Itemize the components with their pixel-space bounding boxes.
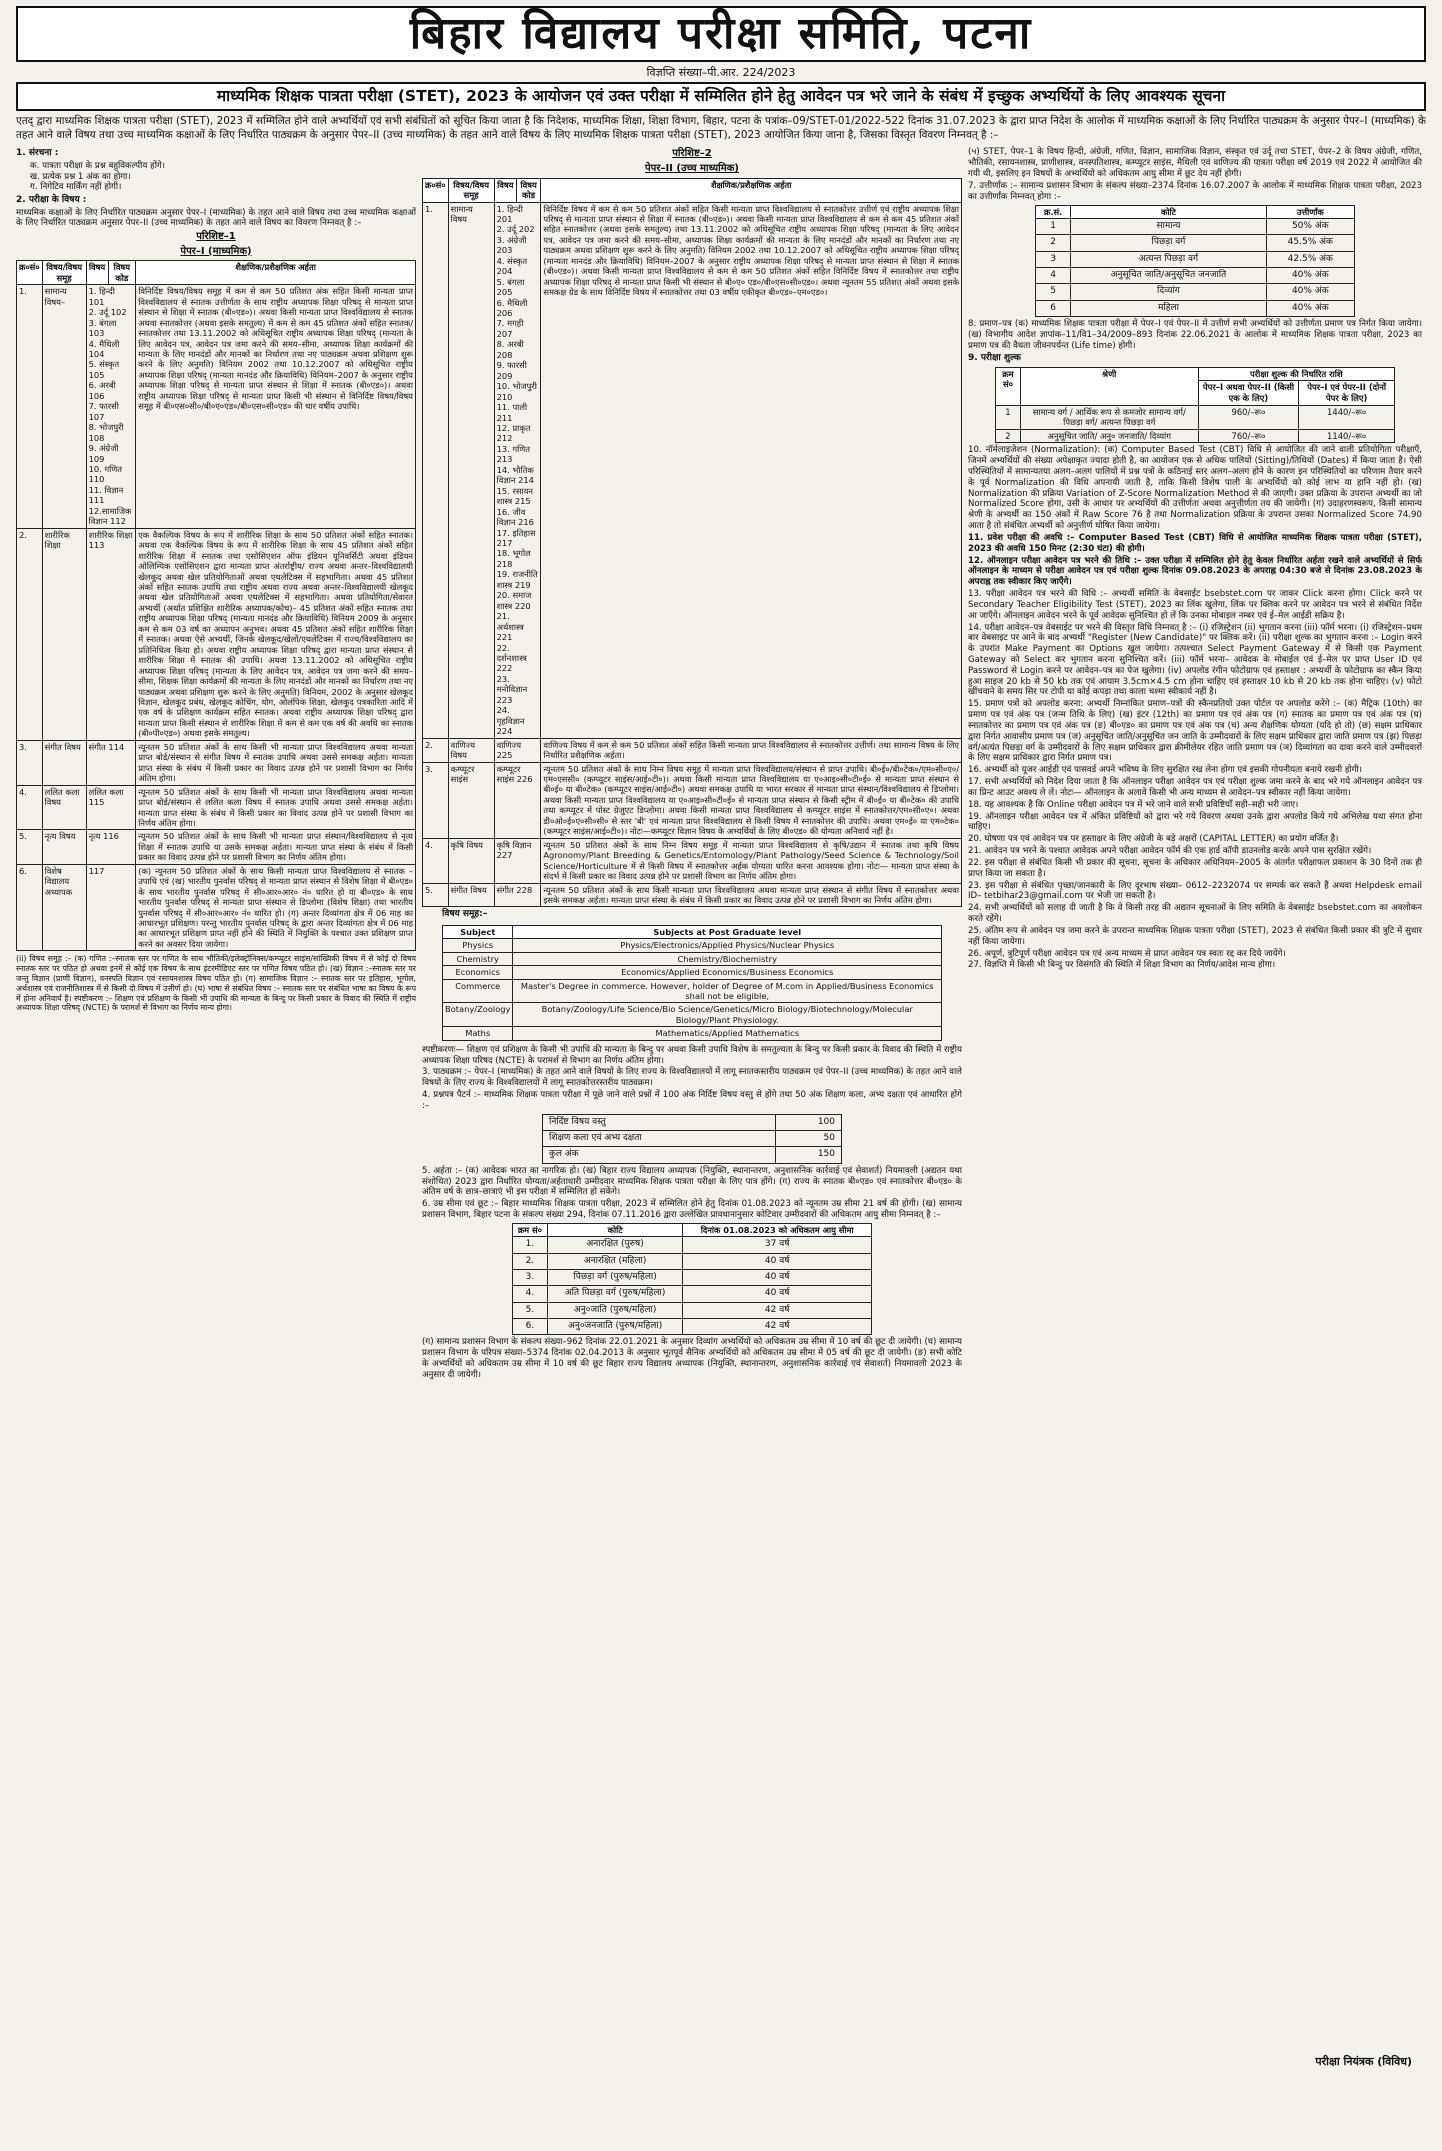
column-left [16, 146, 416, 2076]
row-number: 5. [423, 883, 449, 907]
fee-cell: 1440/–रू० [1299, 405, 1395, 429]
section-22: 22. इस परीक्षा से संबंधित किसी भी प्रकार की सूचना, सूचना के अधिकार अधिनियम–2005 के अंतर्गत परीक्षाफल प्रकाशन के 30 दिनों तक ही प्राप्त किया जा सकता है। [968, 857, 1422, 879]
age-cell: 6. [513, 1319, 548, 1335]
table-header: शैक्षणिक/प्रशैक्षणिक अर्हता [136, 261, 416, 285]
paper-2-table [422, 178, 962, 908]
pass-header: क्र.सं. [1036, 205, 1071, 218]
age-cell: अनु०जनजाति (पुरुष/महिला) [547, 1319, 683, 1335]
pass-header: कोटि [1071, 205, 1266, 218]
pattern-cell: 100 [775, 1114, 841, 1130]
row-qualification: एक वैकल्पिक विषय के रूप में शारीरिक शिक्षा के साथ 50 प्रतिशत अंकों सहित स्नातक। अथवा एक वैकल्पिक विषय के रूप में शारीरिक शिक्षा के साथ 45 प्रतिशत अंकों सहित शारीरिक शिक्षा में स्नातक तथा एसोसिएशन ऑफ इंडियन यूनिवर्सिटी अथवा इंडियन ओलिम्पिक एसोसिएशन द्वारा मान्यता प्राप्त अंतर्राष्ट्रीय/ राज्य अथवा अन्तर–विश्वविद्यालयी खेलकूद अथवा खेल प्रतियोगिताओं अथवा एथलेटिक्स में सहभागिता। अथवा 45 प्रतिशत अंकों सहित स्नातक उपाधि तथा राष्ट्रीय अथवा राज्य अथवा अन्तर–विश्वविद्यालयी खेलकूद अथवा खेल प्रतियोगिताओं अथवा एथलेटिक्स में सहभागिता। अथवा प्रतियोगिता/सेवारत अभ्यर्थी (अर्थात प्रशिक्षित शारीरिक अध्यापक/कोच)– 45 प्रतिशत अंकों सहित स्नातक तथा राष्ट्रीय अध्यापक शिक्षा परिषद् (मान्यता मानदंड और क्रियाविधि) विनियम 2009 के अनुसार कम से कम 03 वर्ष का अध्यापन अनुभव। अथवा 45 प्रतिशत अंकों सहित शारीरिक शिक्षा में स्नातक। अथवा ऐसे अभ्यर्थी, जिनके खेलकूद/खेलों/एथलेटिक्स में राज्य/विश्वविद्यालय का प्रतिनिधित्व किया हो। अथवा राष्ट्रीय अध्यापक शिक्षा परिषद् द्वारा मान्यता प्राप्त संस्थान से शारीरिक शिक्षा में स्नातक की उपाधि। अथवा 13.11.2002 को अधिसूचित राष्ट्रीय अध्यापक शिक्षा परिषद् (मान्यता के लिए आवेदन पत्र, आवेदन पत्र जमा करने की समय–सीमा, शिक्षक शिक्षा कार्यक्रमों की मान्यता के लिए मानदंडों और मानकों का निर्धारण तथा नए पाठ्यक्रम अथवा प्रशिक्षण शुरू करने के लिए अनुमति) विनियम, 2002 के अनुसार खेलकूद विज्ञान, खेलकूद प्रबंध, खेलकूद कोचिंग, योग, ओलंपिक शिक्षा, खेलकूद पत्रकारिता आदि में एक वर्ष के प्रशिक्षण कार्यक्रम सहित स्नातक। अथवा राष्ट्रीय अध्यापक शिक्षा परिषद् द्वारा मान्यता प्राप्त किसी संस्थान से शारीरिक शिक्षा में कम से कम एक वर्ष की अवधि का स्नातक (बी०पी०एड०) अथवा इसके समतुल्य। [136, 528, 416, 740]
row-number: 4. [17, 785, 43, 830]
age-cell: 40 वर्ष [683, 1270, 872, 1286]
table-header: शैक्षणिक/प्रशैक्षणिक अर्हता [541, 178, 962, 202]
row-subjects: कम्प्यूटर साइंस 226 [494, 762, 541, 838]
subject-cell: Maths [443, 1027, 513, 1040]
section-exam-duration: 11. प्रवेश परीक्षा की अवधि :– Computer Based Test (CBT) विधि से आयोजित माध्यमिक शिक्षक पात्रता परीक्षा (STET), 2023 की अवधि 150 मिनट (2:30 घंटा) की होगी। [968, 532, 1422, 554]
row-subjects: संगीत 228 [494, 883, 541, 907]
pass-row [1036, 219, 1355, 235]
table-row [17, 785, 416, 830]
signature: परीक्षा नियंत्रक (विविध) [1315, 2054, 1412, 2068]
row-number: 1. [423, 202, 449, 738]
table-row [423, 762, 962, 838]
section-eligibility: 5. अर्हता :– (क) आवेदक भारत का नागरिक हो। (ख) बिहार राज्य विद्यालय अध्यापक (नियुक्ति, स्थानान्तरण, अनुशासनिक कार्रवाई एवं सेवाशर्त) नियमावली (अद्यतन यथा संशोधित) 2023 द्वारा निर्धारित योग्यता/अर्हताधारी उम्मीदवार माध्यमिक शिक्षक पात्रता परीक्षा के लिए पात्र होंगे। (ग) राज्य के स्नातक बी०एड० एवं स्नातकोत्तर बी०एड० के अंतिम वर्ष के छात्र–छात्राएं भी इस परीक्षा में सम्मिलित हो सकेंगे। [422, 1165, 962, 1198]
age-cell: अति पिछड़ा वर्ग (पुरुष/महिला) [547, 1286, 683, 1302]
section-subjects-title: 2. परीक्षा के विषय : [16, 195, 87, 206]
row-group: कम्प्यूटर साइंस [448, 762, 494, 838]
subject-header: Subjects at Post Graduate level [513, 925, 942, 938]
age-cell: अनारक्षित (पुरुष) [547, 1237, 683, 1253]
fee-row [996, 429, 1395, 443]
table-row [17, 285, 416, 528]
fee-cell: 760/–रू० [1198, 429, 1299, 443]
age-relaxation-notes: (ग) सामान्य प्रशासन विभाग के संकल्प संख्या–962 दिनांक 22.01.2021 के अनुसार दिव्यांग अभ्यर्थियों को अधिकतम उम्र सीमा में 10 वर्ष की छूट दी जायेगी। (घ) सामान्य प्रशासन विभाग के परिपत्र संख्या–5374 दिनांक 02.04.2013 के अनुसार भूतपूर्व सैनिक अभ्यर्थियों को अधिकतम उम्र सीमा में 05 वर्ष की छूट दी जायेगी। (ङ) सभी कोटि के अभ्यर्थियों को अधिकतम उम्र सीमा में 10 वर्ष की छूट बिहार राज्य विद्यालय अध्यापक (नियुक्ति, स्थानान्तरण, अनुशासनिक कार्रवाई एवं सेवाशर्त) नियमावली 2023 के अनुसार दी जायेगी। [422, 1337, 962, 1380]
row-number: 3. [17, 740, 43, 785]
section-17: 17. सभी अभ्यर्थियों को निदेश दिया जाता है कि ऑनलाइन परीक्षा आवेदन पत्र एवं परीक्षा शुल्क जमा करने के बाद भरे गये ऑनलाइन आवेदन पत्र का प्रिन्ट आउट अवश्य ले लें। नोटः— ऑनलाइन के अलावे किसी भी अन्य माध्यम से आवेदन–पत्र स्वीकार नहीं किया जायेगा। [968, 777, 1422, 798]
section-application-steps: 14. परीक्षा आवेदन–पत्र वेबसाईट पर भरने की विस्तृत विधि निम्नवत् है :– (i) रजिस्ट्रेशन (ii) भुगतान करना (iii) फॉर्म भरना। (i) रजिस्ट्रेशन–प्रथम बार वेबसाइट पर आने के बाद अभ्यर्थी "Register (New Candidate)" पर क्लिक करें। (ii) परीक्षा शुल्क का भुगतान करना :– Login करने के उपरांत Make Payment का Options खुल जायेगा। तत्पश्चात Select Payment Gateway में से किसी एक Payment Gateway को Select कर भुगतान करना सुनिश्चित करें। (iii) फॉर्म भरना– आवेदक के मोबाईल एवं ई–मेल पर प्राप्त User ID एवं Password से Login करने पर आवेदन–पत्र का पेज खुलेगा। (iv) अपलोड रंगीन फोटोग्राफ एवं हस्ताक्षर : अभ्यर्थी के फोटोग्राफ का स्कैन किया हुआ साइज 20 kb से 50 kb तक एवं आयाम 3.5cm×4.5 cm होना चाहिए एवं हस्ताक्षर 10 kb से 20 kb तक होना चाहिए। (v) फोटो खींचवाने के समय सिर पर टोपी या कोई कपड़ा तथा काला चश्मा स्वीकार्य नहीं है। [968, 622, 1422, 698]
fee-cell: सामान्य वर्ग / आर्थिक रूप से कमजोर सामान्य वर्ग/ पिछड़ा वर्ग/ अत्यन्त पिछड़ा वर्ग [1020, 405, 1198, 429]
age-cell: 5. [513, 1302, 548, 1318]
row-number: 2. [17, 528, 43, 740]
age-cell: 42 वर्ष [683, 1319, 872, 1335]
subject-cell: Chemistry [443, 952, 513, 965]
pass-header: उत्तीर्णांक [1266, 205, 1354, 218]
age-cell: 37 वर्ष [683, 1237, 872, 1253]
row-subjects: ललित कला 115 [86, 785, 136, 830]
row-group: नृत्य विषय [42, 830, 86, 864]
fee-cell: अनुसूचित जाति/ अनु० जनजाति/ दिव्यांग [1020, 429, 1198, 443]
pass-cell: 40% अंक [1266, 284, 1354, 300]
section-18: 18. यह आवश्यक है कि Online परीक्षा आवेदन पत्र में भरे जाने वाले सभी प्रविष्टियाँ सही–सही भरी जाए। [968, 799, 1299, 810]
structure-item: क. पात्रता परीक्षा के प्रश्न बहुविकल्पीय होंगे। [30, 160, 166, 171]
age-limit-table [512, 1223, 872, 1335]
table-header: क्र०सं० [423, 178, 449, 202]
pattern-cell: 50 [775, 1131, 841, 1147]
age-row [513, 1319, 872, 1335]
section-25: 25. अंतिम रूप से आवेदन पत्र जमा करने के उपरान्त माध्यमिक शिक्षक पात्रता परीक्षा (STET), 2023 से संबंधित किसी प्रकार की त्रुटि में सुधार नहीं किया जायेगा। [968, 925, 1422, 947]
fee-cell: 960/–रू० [1198, 405, 1299, 429]
section-23-helpdesk: 23. इस परीक्षा से संबंधित पृच्छा/जानकारी के लिए दूरभाष संख्या– 0612–2232074 पर सम्पर्क कर सकते हैं अथवा Helpdesk email ID– tetbihar23@gmail.com पर भेजी जा सकती है। [968, 880, 1422, 902]
pass-cell: दिव्यांग [1071, 284, 1266, 300]
pass-cell: 42.5% अंक [1266, 251, 1354, 267]
age-cell: 2. [513, 1253, 548, 1269]
table-row [423, 202, 962, 738]
row-qualification: न्यूनतम 50 प्रतिशत अंकों के साथ किसी भी मान्यता प्राप्त संस्थान/विश्वविद्यालय से नृत्य शिक्षा में स्नातक उपाधि या उसके समकक्ष अर्हता। मान्यता प्राप्त संस्था के संबंध में किसी प्रकार का विवाद उत्पन्न होने पर प्रशासी विभाग का निर्णय अंतिम होगा। [136, 830, 416, 864]
section-24: 24. सभी अभ्यर्थियों को सलाह दी जाती है कि वे किसी तरह की अद्यतन सूचनाओं के लिए समिति के वेबसाईट bsebstet.com का अवलोकन करते रहेंगे। [968, 903, 1422, 925]
subject-cell: Physics [443, 939, 513, 952]
age-row [513, 1253, 872, 1269]
table-header: क्र०सं० [17, 261, 43, 285]
age-cell: 42 वर्ष [683, 1302, 872, 1318]
age-cell: अनु०जाति (पुरुष/महिला) [547, 1302, 683, 1318]
pattern-cell: कुल अंक [543, 1147, 776, 1163]
section-passing-marks: 7. उत्तीर्णांक :– सामान्य प्रशासन विभाग के संकल्प संख्या–2374 दिनांक 16.07.2007 के आलोक में माध्यमिक शिक्षक पात्रता परीक्षा, 2023 का उत्तीर्णांक निम्नवत् होगा :– [968, 180, 1422, 202]
section-document-upload: 15. प्रमाण पत्रों को अपलोड करना: अभ्यर्थी निम्नांकित प्रमाण–पत्रों की स्कैनप्रतियों उक्त पोर्टल पर अपलोड करेंगे :– (क) मैट्रिक (10th) का प्रमाण पत्र एवं अंक पत्र (जन्म तिथि के लिए) (ख) इंटर (12th) का प्रमाण पत्र एवं अंक पत्र (ग) स्नातक का प्रमाण पत्र एवं अंक पत्र (घ) स्नातकोत्तर का प्रमाण पत्र एवं अंक पत्र (ङ) बी०एड० का प्रमाण पत्र एवं अंक पत्र (च) अन्य शैक्षणिक योग्यता (यदि हो तो) (छ) सक्षम प्राधिकार द्वारा निर्गत आवासीय प्रमाण पत्र (ज) अनुसूचित जाति/अनुसूचित जन जाति के उम्मीदवारों के लिए सक्षम प्राधिकार द्वारा जाति प्रमाण पत्र (झ) पिछड़ा वर्ग/अत्यंत पिछड़ा वर्ग के उम्मीदवारों के लिए सक्षम प्राधिकार द्वारा क्रीमीलेयर रहित जाति प्रमाण पत्र (ञ) दिव्यांगता का दावा करने वाले उम्मीदवारों के लिए सक्षम प्राधिकार द्वारा निर्गत प्रमाण पत्र। [968, 699, 1422, 764]
section-20: 20. घोषणा पत्र एवं आवेदन पत्र पर हस्ताक्षर के लिए अंग्रेजी के बड़े अक्षरों (CAPITAL LETTER) का प्रयोग वर्जित है। [968, 834, 1339, 845]
row-group: सामान्य विषय– [42, 285, 86, 528]
row-subjects: 117 [86, 864, 136, 951]
paper-2-header-row [423, 178, 962, 202]
age-row [513, 1286, 872, 1302]
table-header: विषय [494, 178, 516, 202]
subject-cell: Mathematics/Applied Mathematics [513, 1027, 942, 1040]
row-number: 6. [17, 864, 43, 951]
table-row [17, 830, 416, 864]
row-qualification: विनिर्दिष्ट विषय में कम से कम 50 प्रतिशत अंकों सहित किसी मान्यता प्राप्त विश्वविद्यालय से स्नातकोत्तर उत्तीर्ण एवं राष्ट्रीय अध्यापक शिक्षा परिषद् से मान्यता प्राप्त संस्थान से शिक्षा में स्नातक (बी०एड०)। अथवा किसी मान्यता प्राप्त विश्वविद्यालय से कम से कम 45 प्रतिशत अंकों सहित स्नातकोत्तर (अथवा इसके समतुल्य) तथा 13.11.2002 को अधिसूचित राष्ट्रीय अध्यापक शिक्षा परिषद् (मान्यता के लिए आवेदन पत्र, आवेदन पत्र जमा करने की समय–सीमा, अध्यापक शिक्षा कार्यक्रमों की मान्यता के लिए मानदंडों और मानकों का निर्धारण तथा नए पाठ्यक्रम अथवा प्रशिक्षण शुरू करने के लिए अनुमति) विनियम 2002 तथा 10.12.2007 को अधिसूचित राष्ट्रीय अध्यापक शिक्षा परिषद् (मान्यता मानदंड और क्रियाविधि) विनियम–2007 के अनुसार राष्ट्रीय अध्यापक शिक्षा परिषद् से मान्यता प्राप्त संस्थान से शिक्षा में स्नातक (बी०एड०)। अथवा किसी मान्यता प्राप्त विश्वविद्यालय से कम से कम 50 प्रतिशत अंकों सहित विनिर्दिष्ट विषय में स्नातकोत्तर तथा राष्ट्रीय अध्यापक शिक्षा परिषद् से मान्यता प्राप्त किसी भी संस्थान से बी०ए० एड०/बी०एस०सी०एड०। अथवा न्यूनतम 55 प्रतिशत अंकों अथवा इसके समकक्ष ग्रेड के साथ विनिर्दिष्ट विषय में स्नातकोत्तर तथा 03 वर्षीय एकीकृत बी०एड०–एम०एड०। [541, 202, 962, 738]
subject-cell: Chemistry/Biochemistry [513, 952, 942, 965]
table-header: विषय [86, 261, 108, 285]
pass-cell: 45.5% अंक [1266, 235, 1354, 251]
age-exemption-note: (ч) STET, पेपर–1 के विषय हिन्दी, अंग्रेजी, गणित, विज्ञान, सामाजिक विज्ञान, संस्कृत एवं उर्दू तथा STET, पेपर–2 के विषय अंग्रेजी, गणित, भौतिकी, रसायनशास्त्र, प्राणीशास्त्र, वनस्पतिशास्त्र, कम्प्यूटर साइंस, मैथिली एवं वाणिज्य की पात्रता परीक्षा वर्ष 2019 एवं 2022 में आयोजित की गयी थी, इसलिए इन विषयों के अभ्यर्थियों को अधिकतम आयु सीमा में छूट देय नहीं होगी। [968, 147, 1422, 180]
row-subjects: शारीरिक शिक्षा 113 [86, 528, 136, 740]
subject-row [443, 1003, 942, 1027]
section-syllabus: 3. पाठ्यक्रम :– पेपर–I (माध्यमिक) के तहत आने वाले विषयों के लिए राज्य के विश्वविद्यालयों में लागू स्नातकस्तरीय पाठ्यक्रम एवं पेपर–II (उच्च माध्यमिक) के तहत आने वाले विषयों के लिए राज्य के विश्वविद्यालयों में लागू स्नातकोत्तरस्तरीय पाठ्यक्रम। [422, 1067, 962, 1089]
age-cell: अनारक्षित (महिला) [547, 1253, 683, 1269]
table-row [423, 883, 962, 907]
age-cell: 3. [513, 1270, 548, 1286]
subject-cell: Master's Degree in commerce. However, holder of Degree of M.com in Applied/Business Economics shall not be eligible, [513, 979, 942, 1003]
pass-row [1036, 300, 1355, 316]
pass-cell: 4 [1036, 267, 1071, 283]
clarification-note: स्पष्टीकरणः— शिक्षण एवं प्रशिक्षण के किसी भी उपाधि की मान्यता के बिन्दु पर अथवा किसी उपाधि विशेष के समतुल्यता के बिन्दु पर किसी प्रकार के विवाद की स्थिति में राष्ट्रीय अध्यापक शिक्षा परिषद (NCTE) के परामर्श से विभाग का निर्णय अंतिम होगा। [422, 1044, 962, 1066]
row-subjects: वाणिज्य 225 [494, 738, 541, 762]
table-header: विषय/विषय समूह [42, 261, 86, 285]
pass-cell: 1 [1036, 219, 1071, 235]
row-qualification: न्यूनतम 50 प्रतिशत अंकों के साथ निम्न विषय समूह में मान्यता प्राप्त विश्वविद्यालय/संस्थान से प्राप्त उपाधि। बी०ई०/बी०टेक०/एम०सी०ए०/एम०एससी० (कम्प्यूटर साइंस/आई०टी०)। अथवा किसी मान्यता प्राप्त विश्वविद्यालय या ए०आइ०सी०टी०ई० से मान्यता प्राप्त संस्थान से बी०ई० या बी०टेक० (कम्प्यूटर साइंस/आई०टी०) अथवा समकक्ष उपाधि या भारत सरकार से मान्यता प्राप्त संस्थान/विश्वविद्यालय से डिप्लोमा। अथवा किसी मान्यता प्राप्त विश्वविद्यालय या ए०आइ०सी०टी०ई० से मान्यता प्राप्त संस्थान से किसी स्ट्रीम में बी०ई० या बी०टेक० की उपाधि तथा कम्प्यूटर में पोस्ट ग्रेजुएट डिप्लोमा। अथवा किसी मान्यता प्राप्त विश्वविद्यालय से कम्प्यूटर साइंस में स्नातकोत्तर/एम०सी०ए०। अथवा डी०ओ०ई०ए०सी०सी० से स्तर 'बी' एवं मान्यता प्राप्त विश्वविद्यालय से किसी विषय में स्नातकोत्तर की उपाधि। अथवा एम०ई० या एम०टेक० (कम्प्यूटर साइंस/आई०टी०)। नोटः—कम्प्यूटर विज्ञान विषय के अभ्यर्थियों के लिए बी०एड० की योग्यता अनिवार्य नहीं है। [541, 762, 962, 838]
table-header: विषय कोड [516, 178, 540, 202]
row-group: ललित कला विषय [42, 785, 86, 830]
pass-cell: 6 [1036, 300, 1071, 316]
pass-cell: अत्यन्त पिछड़ा वर्ग [1071, 251, 1266, 267]
row-subjects: 1. हिन्दी 101 2. उर्दू 102 3. बंगला 103 4. मैथिली 104 5. संस्कृत 105 6. अरबी 106 7. फारसी 107 8. भोजपुरी 108 9. अंग्रेजी 109 10. गणित 110 11. विज्ञान 111 12.सामाजिक विज्ञान 112 [86, 285, 136, 528]
row-subjects: कृषि विज्ञान 227 [494, 838, 541, 883]
age-header: क्रम सं० [513, 1223, 548, 1236]
table-row [17, 740, 416, 785]
row-number: 2. [423, 738, 449, 762]
subject-row [443, 952, 942, 965]
appendix-2-subtitle: पेपर–II (उच्च माध्यमिक) [645, 163, 739, 174]
column-right [968, 146, 1422, 2076]
pass-cell: 50% अंक [1266, 219, 1354, 235]
fee-table: क्रम सं० श्रेणी परीक्षा शुल्क की निर्धारित राशि पेपर–I अथवा पेपर–II (किसी एक के लिए) पेपर–I एवं पेपर–II (दोनों पेपर के लिए) 1 सामान्य वर्ग / आर्थिक रूप से कमजोर सामान्य वर्ग/ पिछड़ा वर्ग/ अत्यन्त पिछड़ा वर्ग 960/–रू० 1440/–रू० 2 अनुसूचित जाति/ अनु० जनजाति/ दिव्यांग 760/–रू० 1140/–रू० [995, 367, 1395, 443]
pass-cell: 2 [1036, 235, 1071, 251]
section-21: 21. आवेदन पत्र भरने के पश्चात आवेदक अपने परीक्षा आवेदन फॉर्म की एक हार्ड कॉपी डाउनलोड करके अपने पास सुरक्षित रखेंगे। [968, 846, 1372, 857]
row-number: 4. [423, 838, 449, 883]
row-subjects: 1. हिन्दी 201 2. उर्दू 202 3. अंग्रेजी 203 4. संस्कृत 204 5. बंगला 205 6. मैथिली 206 7. मगही 207 8. अरबी 208 9. फारसी 209 10. भोजपुरी 210 11. पाली 211 12. प्राकृत 212 13. गणित 213 14. भौतिक विज्ञान 214 15. रसायन शास्त्र 215 16. जीव विज्ञान 216 17. इतिहास 217 18. भूगोल 218 19. राजनीति शास्त्र 219 20. समाज शास्त्र 220 21. अर्थशास्त्र 221 22. दर्शनशास्त्र 222 23. मनोविज्ञान 223 24. गृहविज्ञान 224 [494, 202, 541, 738]
subject-header: Subject [443, 925, 513, 938]
table-header: विषय कोड [108, 261, 136, 285]
row-group: कृषि विषय [448, 838, 494, 883]
notice-banner: माध्यमिक शिक्षक पात्रता परीक्षा (STET), 2023 के आयोजन एवं उक्त परीक्षा में सम्मिलित होने हेतु आवेदन पत्र भरे जाने के संबंध में इच्छुक अभ्यर्थियों के लिए आवश्यक सूचना [16, 82, 1426, 112]
column-middle [422, 146, 962, 2076]
row-number: 1. [17, 285, 43, 528]
pass-cell: अनुसूचित जाति/अनुसूचित जनजाति [1071, 267, 1266, 283]
row-group: विशेष विद्यालय अध्यापक [42, 864, 86, 951]
row-qualification: न्यूनतम 50 प्रतिशत अंकों के साथ किसी भी मान्यता प्राप्त विश्वविद्यालय अथवा मान्यता प्राप्त बोर्ड/संस्थान से संगीत विषय में स्नातक उपाधि अथवा उससे समकक्ष अर्हता। मान्यता प्राप्त संस्था के संबंध में किसी प्रकार का विवाद उत्पन्न होने पर प्रशासी विभाग का निर्णय अंतिम होगा। [136, 740, 416, 785]
table-row [423, 838, 962, 883]
row-subjects: नृत्य 116 [86, 830, 136, 864]
content-columns [16, 146, 1426, 2076]
section-application-dates: 12. ऑनलाइन परीक्षा आवेदन पत्र भरने की तिथि :– उक्त परीक्षा में सम्मिलित होने हेतु केवल निर्धारित अर्हता रखने वाले अभ्यर्थियों से सिर्फ ऑनलाइन के माध्यम से परीक्षा आवेदन पत्र एवं परीक्षा शुल्क दिनांक 09.08.2023 के अपराह्न 04:30 बजे से दिनांक 23.08.2023 के अपराह्न तक स्वीकार किए जाएँगे। [968, 555, 1422, 588]
age-cell: 1. [513, 1237, 548, 1253]
pass-cell: 5 [1036, 284, 1071, 300]
age-row [513, 1237, 872, 1253]
table-row [423, 738, 962, 762]
masthead [16, 6, 1426, 62]
row-qualification: (क) न्यूनतम 50 प्रतिशत अंकों के साथ किसी मान्यता प्राप्त विश्वविद्यालय से स्नातक – उपाधि एवं (ख) भारतीय पुनर्वास परिषद् से मान्यता प्राप्त संस्थान से विशेष शिक्षा में बी०एड० के साथ भारतीय पुनर्वास परिषद् में सी०आर०आर० नं० धारित हो या बी०एड० के साथ भारतीय पुनर्वास परिषद् से मान्यता प्राप्त संस्थान से डिप्लोमा (विशेष शिक्षा) तथा भारतीय पुनर्वास परिषद् में सी०आर०आर० नं० धारित हो। (ग) अन्तर दिव्यांगता क्षेत्र में 06 माह का आधारभूत प्रशिक्षण। परन्तु भारतीय पुनर्वास परिषद् के द्वारा अन्तर दिव्यांगता क्षेत्र में 06 माह का आधारभूत प्रशिक्षण प्राप्त नहीं होने की स्थिति में नियुक्ति के पश्चात उक्त प्रशिक्षण प्राप्त करने का अवसर दिया जायेगा। [136, 864, 416, 951]
appendix-1-subtitle: पेपर–I (माध्यमिक) [180, 245, 252, 257]
pass-row [1036, 267, 1355, 283]
table-row [17, 864, 416, 951]
pass-cell: 3 [1036, 251, 1071, 267]
row-number: 5. [17, 830, 43, 864]
row-group: वाणिज्य विषय [448, 738, 494, 762]
row-group: सामान्य विषय [448, 202, 494, 738]
row-qualification: न्यूनतम 50 प्रतिशत अंकों के साथ किसी मान्यता प्राप्त विश्वविद्यालय अथवा मान्यता प्राप्त संस्थान से संगीत विषय में स्नातकोत्तर अथवा इसके समकक्ष अर्हता। मान्यता प्राप्त संस्था के संबंध में किसी प्रकार का विवाद उत्पन्न होने पर प्रशासी विभाग का निर्णय अंतिम होगा। [541, 883, 962, 907]
structure-list [16, 161, 416, 193]
paper-1-table [16, 260, 416, 951]
pass-row [1036, 251, 1355, 267]
structure-item: ग. निगेटिव मार्किंग नहीं होगी। [30, 182, 122, 193]
pass-cell: पिछड़ा वर्ग [1071, 235, 1266, 251]
pattern-cell: निर्दिष्ट विषय वस्तु [543, 1114, 776, 1130]
age-cell: 40 वर्ष [683, 1253, 872, 1269]
section-26: 26. अपूर्ण, त्रुटिपूर्ण परीक्षा आवेदन पत्र एवं अन्य माध्यम से प्राप्त आवेदन पत्र स्वतः रद्द कर दिये जायेंगे। [968, 948, 1286, 959]
appendix-2-title: परिशिष्ट–2 [672, 148, 712, 160]
pass-row [1036, 284, 1355, 300]
pass-cell: महिला [1071, 300, 1266, 316]
section-subjects-text: माध्यमिक कक्षाओं के लिए निर्धारित पाठ्यक्रम अनुसार पेपर–I (माध्यमिक) के तहत आने वाले विषय तथा उच्च माध्यमिक कक्षाओं के लिए निर्धारित पाठ्यक्रम अनुसार पेपर–II (उच्च माध्यमिक) के तहत आने वाले विषय का विवरण निम्नवत् है :– [16, 207, 416, 229]
fee-cell: 1140/–रू० [1299, 429, 1395, 443]
pattern-row [543, 1131, 842, 1147]
pass-row [1036, 235, 1355, 251]
intro-paragraph: एतद् द्वारा माध्यमिक शिक्षक पात्रता परीक्षा (STET), 2023 में सम्मिलित होने वाले अभ्यर्थियों एवं सभी संबंधितों को सूचित किया जाता है कि निदेशक, माध्यमिक शिक्षा, शिक्षा विभाग, बिहार, पटना के पत्रांक–09/STET-01/2022-522 दिनांक 31.07.2023 के द्वारा प्राप्त निदेश के आलोक में माध्यमिक कक्षाओं के लिए निर्धारित पाठ्यक्रम के अनुसार पेपर–I (माध्यमिक) के तहत आने वाले विषय तथा उच्च माध्यमिक कक्षाओं के लिए निर्धारित पाठ्यक्रम के अनुसार पेपर–II (उच्च माध्यमिक) के तहत आने वाले विषय के लिए माध्यमिक शिक्षक पात्रता परीक्षा (STET), 2023 आयोजित किया जाना है, जिसका विस्तृत विवरण निम्नवत् है :– [16, 115, 1426, 141]
subject-cell: Economics [443, 966, 513, 979]
subject-row [443, 939, 942, 952]
section-structure-title: 1. संरचना : [16, 148, 59, 159]
notice-number: विज्ञप्ति संख्या–पी.आर. 224/2023 [646, 66, 796, 79]
pg-subject-table [442, 925, 942, 1041]
subject-row [443, 1027, 942, 1040]
section-certificate: 8. प्रमाण–पत्र (क) माध्यमिक शिक्षक पात्रता परीक्षा में पेपर–I एवं पेपर–II में उत्तीर्ण सभी अभ्यर्थियों को उत्तीर्णता प्रमाण पत्र निर्गत किया जायेगा। (ख) विभागीय आदेश ज्ञापांक–11/वि1–34/2009–893 दिनांक 22.06.2021 के आलोक में माध्यमिक शिक्षक पात्रता परीक्षा, 2023 का प्रमाण पत्र की वैधता जीवनपर्यन्त (Life time) होगी। [968, 318, 1422, 351]
paper-1-header-row [17, 261, 416, 285]
age-cell: 4. [513, 1286, 548, 1302]
age-cell: पिछड़ा वर्ग (पुरुष/महिला) [547, 1270, 683, 1286]
row-subjects: संगीत 114 [86, 740, 136, 785]
section-question-pattern: 4. प्रश्नपत्र पैटर्न :– माध्यमिक शिक्षक पात्रता परीक्षा में पूछे जाने वाले प्रश्नों में 100 अंक निर्दिष्ट विषय वस्तु से होंगे तथा 50 अंक शिक्षण कला, अभ्य दक्षता एवं आधारित होंगे :– [422, 1090, 962, 1111]
section-fee-title: 9. परीक्षा शुल्क [968, 353, 1021, 364]
subject-group-label: विषय समूह:– [442, 909, 488, 920]
subject-cell: Economics/Applied Economics/Business Economics [513, 966, 942, 979]
appendix-1-title: परिशिष्ट–1 [196, 231, 236, 243]
row-group: शारीरिक शिक्षा [42, 528, 86, 740]
section-27: 27. विज्ञप्ति में किसी भी बिन्दु पर विसंगति की स्थिति में शिक्षा विभाग का निर्णय/आदेश मान्य होगा। [968, 960, 1276, 971]
subject-group-note: (ii) विषय समूह :– (क) गणित :–स्नातक स्तर पर गणित के साथ भौतिकी/इलेक्ट्रॉनिक्स/कम्प्यूटर साइंस/सांख्यिकी विषय में से कोई दो विषय स्नातक स्तर पर पठित हो अथवा इनमें से कोई एक विषय के साथ इंटरमीडिएट स्तर पर गणित विषय पठित हो। (ख) विज्ञान :–स्नातक स्तर पर जन्तु विज्ञान (प्राणी विज्ञान), वनस्पति विज्ञान एवं रसायनशास्त्र विषय पठित हो। (ग) सामाजिक विज्ञान :– स्नातक स्तर पर इतिहास, भूगोल, अर्थशास्त्र एवं राजनीतिशास्त्र में से किसी दो विषय में उत्तीर्ण हो। (घ) भाषा से संबंधित विषय :– स्नातक स्तर पर संबंधित भाषा का विषय के रूप में होना अनिवार्य है। स्पष्टीकरण :– शिक्षण एवं प्रशिक्षण के किसी भी उपाधि की मान्यता के बिन्दु पर किसी प्रकार के विवाद की स्थिति में राष्ट्रीय अध्यापक शिक्षा परिषद् (NCTE) के परामर्श से विभाग का निर्णय मान्य होगा। [16, 954, 416, 1013]
subject-row [443, 979, 942, 1003]
fee-cell: 2 [996, 429, 1021, 443]
age-header: दिनांक 01.08.2023 को अधिकतम आयु सीमा [683, 1223, 872, 1236]
pass-cell: 40% अंक [1266, 267, 1354, 283]
pattern-row [543, 1114, 842, 1130]
section-application-method: 13. परीक्षा आवेदन पत्र भरने की विधि :– अभ्यर्थी समिति के वेबसाईट bsebstet.com पर जाकर Click करना होगा। Click करने पर Secondary Teacher Eligibility Test (STET), 2023 का लिंक खुलेगा, लिंक पर क्लिक करने पर आवेदन पत्र भरने से संबंधित निर्देश आ जाएँगे। ऑनलाइन आवेदन भरने के पूर्व आवेदक सुनिश्चित हो लें कि उनका मोबाइल नम्बर एवं ई–मेल आईडी सक्रिय है। [968, 589, 1422, 621]
row-qualification: वाणिज्य विषय में कम से कम 50 प्रतिशत अंकों सहित किसी मान्यता प्राप्त विश्वविद्यालय से स्नातकोत्तर उत्तीर्ण। तथा सामान्य विषय के लिए निर्धारित प्रशैक्षणिक अर्हता। [541, 738, 962, 762]
section-age-limit: 6. उम्र सीमा एवं छूट :– बिहार माध्यमिक शिक्षक पात्रता परीक्षा, 2023 में सम्मिलित होने हेतु दिनांक 01.08.2023 को न्यूनतम उम्र सीमा 21 वर्ष की होगी। (ख) सामान्य प्रशासन विभाग, बिहार पटना के संकल्प संख्या 294, दिनांक 07.11.2016 द्वारा उल्लेखित प्रावधानानुसार कोटिवार उम्मीदवारों की अधिकतम आयु सीमा निम्नवत् है :– [422, 1199, 962, 1221]
row-qualification: न्यूनतम 50 प्रतिशत अंकों के साथ निम्न विषय समूह में मान्यता प्राप्त विश्वविद्यालय से कृषि/उद्यान में स्नातक तथा कृषि विषय Agronomy/Plant Breeding & Genetics/Entomology/Plant Pathology/Seed Science & Technology/Soil Science/Horticulture में से किसी विषय में स्नातकोत्तर अर्हक योग्यता धारित करना आवश्यक होगा। नोटः— मान्यता प्राप्त संस्था के संदर्भ में किसी प्रकार का विवाद उत्पन्न होने पर प्रशासी विभाग का निर्णय अंतिम होगा। [541, 838, 962, 883]
subject-row [443, 966, 942, 979]
subject-cell: Botany/Zoology [443, 1003, 513, 1027]
subject-cell: Commerce [443, 979, 513, 1003]
subject-cell: Physics/Electronics/Applied Physics/Nuclear Physics [513, 939, 942, 952]
pass-cell: 40% अंक [1266, 300, 1354, 316]
pattern-cell: 150 [775, 1147, 841, 1163]
age-row [513, 1302, 872, 1318]
row-qualification: न्यूनतम 50 प्रतिशत अंकों के साथ किसी भी मान्यता प्राप्त विश्वविद्यालय अथवा मान्यता प्राप्त बोर्ड/संस्थान से ललित कला विषय में स्नातक उपाधि अथवा उससे समकक्ष अर्हता। मान्यता प्राप्त संस्था के संबंध में किसी प्रकार का विवाद उत्पन्न होने पर प्रशासी विभाग का निर्णय अंतिम होगा। [136, 785, 416, 830]
fee-row [996, 405, 1395, 429]
row-qualification: विनिर्दिष्ट विषय/विषय समूह में कम से कम 50 प्रतिशत अंक सहित किसी मान्यता प्राप्त विश्वविद्यालय से स्नातक उत्तीर्णता के साथ राष्ट्रीय अध्यापक शिक्षा परिषद् से मान्यता प्राप्त संस्थान से शिक्षा में स्नातक (बी०एड०)। अथवा किसी मान्यता प्राप्त विश्वविद्यालय से स्नातक अथवा स्नातकोत्तर (अथवा इसके समतुल्य) में कम से कम 45 प्रतिशत अंकों सहित स्नातक/स्नातकोत्तर तथा 13.11.2002 को अधिसूचित राष्ट्रीय अध्यापक शिक्षा परिषद् (मान्यता के लिए आवेदन पत्र, आवेदन पत्र जमा करने की समय–सीमा, अध्यापक शिक्षा कार्यक्रमों की मान्यता के लिए मानदंडों और मानकों का निर्धारण तथा नए पाठ्यक्रम अथवा प्रशिक्षण शुरू करने के लिए अनुमति) विनियम 2002 तथा 10.12.2007 को अधिसूचित राष्ट्रीय अध्यापक शिक्षा परिषद् (मान्यता मानदंड और क्रियाविधि) विनियम–2007 के अनुसार राष्ट्रीय अध्यापक शिक्षा परिषद् से मान्यता प्राप्त संस्थान से शिक्षा में स्नातक (बी०एड०)। अथवा राष्ट्रीय अध्यापक शिक्षा परिषद् से मान्यता प्राप्त किसी भी संस्थान से विनिर्दिष्ट विषय/विषय समूह में बी०एस०सी०/बी०ए०एड०/बी०एस०सी०एड० की चार वर्षीय उपाधि। [136, 285, 416, 528]
table-row [17, 528, 416, 740]
table-header: विषय/विषय समूह [448, 178, 494, 202]
age-header: कोटि [547, 1223, 683, 1236]
structure-item: ख. प्रत्येक प्रश्न 1 अंक का होगा। [30, 171, 131, 182]
fee-cell: 1 [996, 405, 1021, 429]
row-group: संगीत विषय [42, 740, 86, 785]
age-cell: 40 वर्ष [683, 1286, 872, 1302]
passing-marks-table [1035, 205, 1355, 317]
board-title: बिहार विद्यालय परीक्षा समिति, पटना [409, 8, 1033, 59]
pattern-row [543, 1147, 842, 1163]
section-19: 19. ऑनलाइन परीक्षा आवेदन पत्र में अंकित प्रविष्टियों को द्वारा भरे गये विवरण अथवा उनके द्वारा अपलोड किये गये अभिलेख यथा संगत होना चाहिए। [968, 811, 1422, 833]
pattern-cell: शिक्षण कला एवं अभ्य दक्षता [543, 1131, 776, 1147]
pattern-table [542, 1114, 842, 1164]
subject-cell: Botany/Zoology/Life Science/Bio Science/Genetics/Micro Biology/Biotechnology/Molecular Biology/Plant Physiology. [513, 1003, 942, 1027]
section-normalization: 10. नॉर्मलाइजेशन (Normalization): (क) Computer Based Test (CBT) विधि से आयोजित की जाने वाली प्रतियोगिता परीक्षाएँ, जिनमें अभ्यर्थियों की संख्या अपेक्षाकृत ज्यादा होती है, का आयोजन एक से अधिक पालियों (Sitting)/तिथियों (Dates) में किया जाता है। ऐसी परिस्थितियों में सामान्यतया अलग–अलग पालियों में प्रश्न पत्रों के कठिनाई स्तर अलग–अलग होने के कारण इन परिस्थितियों का परिणाम तैयार करने के पूर्व Normalization की विधि अपनायी जाती है, ताकि किसी विशेष पाली के अभ्यर्थियों को कोई लाभ या हानि नहीं हो। (ख) Normalization की प्रक्रिया Variation of Z-Score Normalization Method से की जाएगी। उक्त प्रक्रिया के उपरान्त अभ्यर्थी का जो Normalized Score होगा, उसी के आधार पर अभ्यर्थियों की उत्तीर्णता अथवा अनुत्तीर्णता तय की जायेगी। (ग) उदाहरणस्वरूप, किसी सामान्य श्रेणी के अभ्यर्थी का 150 अंकों में Raw Score 76 है तथा Normalization प्रक्रिया के उपरान्त उसका Normalized Score 74.90 आता है तो संबंधित अभ्यर्थी को अनुत्तीर्ण घोषित किया जायेगा। [968, 445, 1422, 532]
pass-cell: सामान्य [1071, 219, 1266, 235]
age-row [513, 1270, 872, 1286]
row-number: 3. [423, 762, 449, 838]
row-group: संगीत विषय [448, 883, 494, 907]
section-16: 16. अभ्यर्थी को यूजर आईडी एवं पासवर्ड अपने भविष्य के लिए सुरक्षित रख लेना होगा एवं इसकी गोपनीयता बनाये रखनी होगी। [968, 765, 1362, 776]
